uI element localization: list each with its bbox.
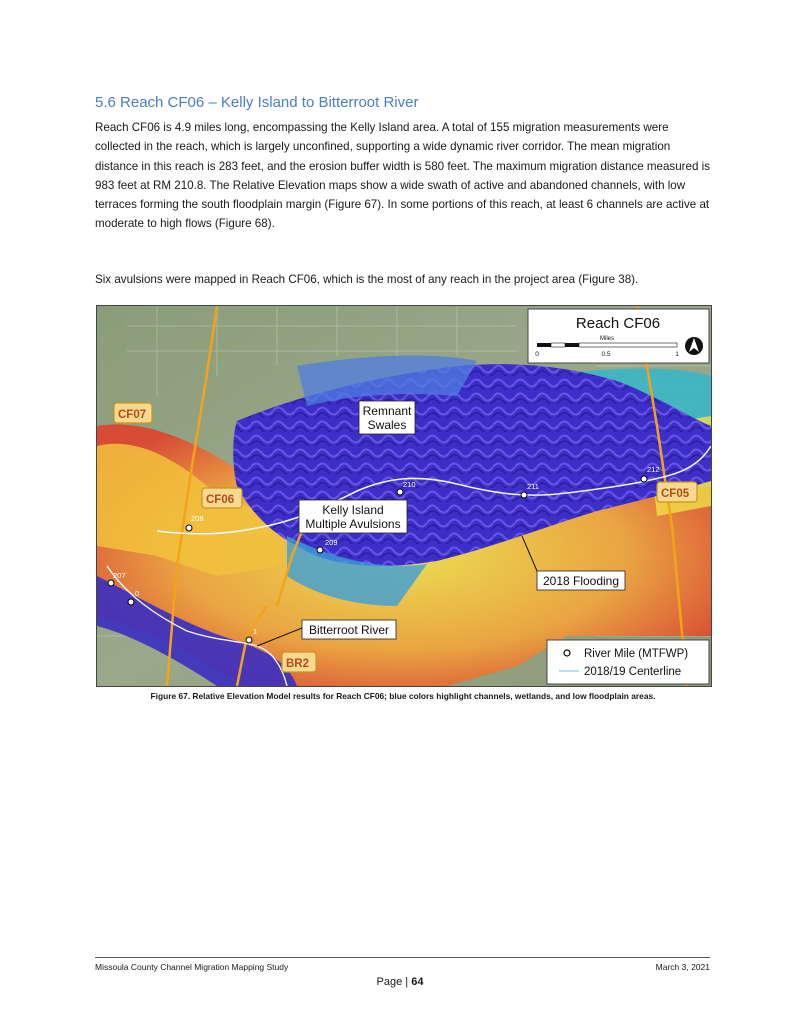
- page-label: Page |: [376, 976, 412, 988]
- remnant-label-2: Swales: [367, 418, 407, 432]
- scale-tick-0: 0: [535, 351, 539, 358]
- rm-marker-210: [397, 489, 403, 495]
- rm-marker-207: [108, 580, 114, 586]
- relative-elevation-map: [96, 305, 712, 687]
- rm-marker-208: [186, 525, 192, 531]
- scale-tick-1: 1: [675, 351, 679, 358]
- kelly-label-1: Kelly Island: [322, 503, 384, 517]
- map-title: Reach CF06: [575, 315, 661, 332]
- bitterroot-label: Bitterroot River: [308, 623, 390, 637]
- rm-label-0: 0: [135, 589, 140, 598]
- rm-label-211: 211: [527, 482, 539, 491]
- title-box: [528, 309, 709, 363]
- flooding-label: 2018 Flooding: [542, 574, 620, 588]
- section-heading: 5.6 Reach CF06 – Kelly Island to Bitterroot River: [95, 94, 419, 111]
- rm-marker-209: [317, 547, 323, 553]
- reach-label-cf06: CF06: [206, 494, 235, 506]
- page-number: [0, 976, 800, 988]
- rm-marker-0: [128, 599, 134, 605]
- legend-marker-icon: [564, 650, 570, 656]
- paragraph-1: Reach CF06 is 4.9 miles long, encompassing the Kelly Island area. A total of 155 migration measurements were collected in the reach, which is largely unconfined, supporting a wide dynamic river corridor. The mean migration distance in this reach is 283 feet, and the erosion buffer width is 580 feet. The maximum migration distance measured is 983 feet at RM 210.8. The Relative Elevation maps show a wide swath of active and abandoned channels, with low terraces forming the south floodplain margin (Figure 67). In some portions of this reach, at least 6 channels are active at moderate to high flows (Figure 68).: [95, 121, 711, 231]
- reach-label-cf05: CF05: [661, 488, 690, 500]
- paragraph-2: Six avulsions were mapped in Reach CF06, which is the most of any reach in the project area (Figure 38).: [95, 273, 639, 286]
- figure-caption: Figure 67. Relative Elevation Model results for Reach CF06; blue colors highlight channels, wetlands, and low floodplain areas.: [150, 691, 656, 701]
- legend-centerline: 2018/19 Centerline: [584, 666, 682, 678]
- rm-marker-1: [246, 637, 252, 643]
- rm-marker-212: [641, 476, 647, 482]
- rm-label-209: 209: [325, 538, 338, 547]
- reach-label-cf07: CF07: [118, 409, 147, 421]
- reach-label-br2: BR2: [286, 658, 310, 670]
- rm-label-1: 1: [253, 627, 258, 636]
- page-number-value: 64: [411, 976, 424, 988]
- kelly-label-2: Multiple Avulsions: [305, 517, 401, 531]
- scale-tick-05: 0.5: [601, 351, 611, 358]
- remnant-label-1: Remnant: [362, 404, 412, 418]
- rm-label-210: 210: [403, 480, 416, 489]
- rm-label-212: 212: [647, 465, 660, 474]
- rm-marker-211: [521, 492, 527, 498]
- map-svg: [97, 306, 711, 686]
- rm-label-207: 207: [113, 571, 126, 580]
- rm-label-208: 208: [191, 514, 204, 523]
- legend-river-mile: River Mile (MTFWP): [584, 648, 689, 660]
- legend: [547, 640, 709, 684]
- footer-divider: [95, 957, 710, 958]
- footer-left: Missoula County Channel Migration Mapping Study: [95, 962, 289, 972]
- scale-unit: Miles: [599, 336, 615, 342]
- footer-right: March 3, 2021: [655, 962, 710, 972]
